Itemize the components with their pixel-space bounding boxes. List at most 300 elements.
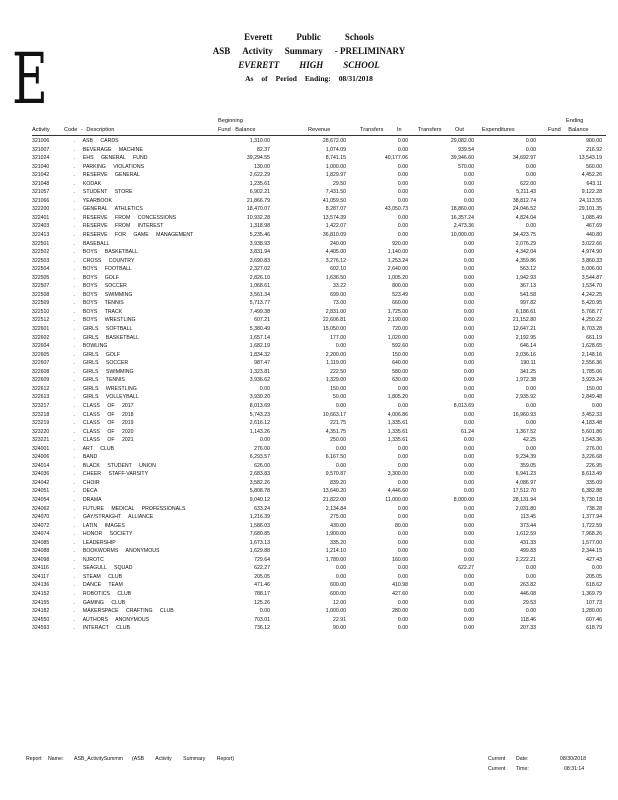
ending-fund-balance: 3,022.66 bbox=[581, 240, 602, 247]
table-row bbox=[0, 556, 618, 565]
beginning-fund-balance: 1,323.81 bbox=[249, 368, 270, 375]
expenditures: 622.00 bbox=[520, 180, 536, 187]
ending-fund-balance: 5,730.18 bbox=[581, 496, 602, 503]
transfers-out: 0.00 bbox=[463, 189, 474, 196]
ending-fund-balance: 29,101.35 bbox=[578, 206, 602, 213]
expenditures: 446.08 bbox=[520, 590, 536, 597]
revenue: 21,822.00 bbox=[322, 496, 346, 503]
activity-description: . AUTHORS ANONYMOUS bbox=[74, 616, 150, 623]
activity-description: . BOYS TRACK bbox=[74, 308, 123, 315]
expenditures: 118.46 bbox=[520, 616, 536, 623]
column-headers bbox=[0, 113, 618, 135]
activity-code: 324116 bbox=[32, 565, 49, 572]
ending-fund-balance: 643.11 bbox=[586, 180, 602, 187]
activity-code: 324072 bbox=[32, 522, 50, 529]
revenue: 73.00 bbox=[333, 300, 346, 307]
revenue: 2,831.00 bbox=[325, 308, 346, 315]
activity-code: 324098 bbox=[32, 556, 50, 563]
revenue: 12.00 bbox=[333, 599, 346, 606]
revenue: 335.20 bbox=[330, 539, 346, 546]
transfers-in: 4,006.86 bbox=[387, 411, 408, 418]
transfers-out: 0.00 bbox=[463, 505, 474, 512]
footer-current-label: Current bbox=[488, 756, 506, 762]
expenditures: 38,812.74 bbox=[512, 197, 536, 204]
table-row bbox=[0, 573, 618, 582]
ending-fund-balance: 618.62 bbox=[586, 582, 602, 589]
table-row bbox=[0, 547, 618, 556]
transfers-out: 0.00 bbox=[463, 308, 474, 315]
expenditures: 6,186.61 bbox=[515, 308, 536, 315]
expenditures: 1,367.52 bbox=[515, 428, 536, 435]
beginning-fund-balance: 1,586.03 bbox=[249, 522, 270, 529]
transfers-out: 0.00 bbox=[463, 625, 474, 632]
expenditures: 113.45 bbox=[520, 514, 536, 521]
ending-fund-balance: 1,722.59 bbox=[581, 522, 602, 529]
table-row bbox=[0, 137, 618, 146]
beginning-fund-balance: 471.46 bbox=[254, 582, 270, 589]
transfers-in: 1,725.00 bbox=[387, 308, 408, 315]
expenditures: 0.00 bbox=[525, 223, 536, 230]
activity-code: 322608 bbox=[32, 368, 50, 375]
table-row bbox=[0, 402, 618, 411]
transfers-in: 800.00 bbox=[392, 283, 408, 290]
transfers-in: 2,190.00 bbox=[387, 317, 408, 324]
ending-fund-balance: 4,250.22 bbox=[581, 317, 602, 324]
activity-description: . RESERVE FROM CONCESSIONS bbox=[74, 214, 177, 221]
transfers-in: 592.60 bbox=[392, 343, 408, 350]
beginning-fund-balance: 205.05 bbox=[254, 573, 270, 580]
table-row bbox=[0, 479, 618, 488]
expenditures: 9,234.39 bbox=[515, 454, 536, 461]
revenue: 275.00 bbox=[330, 514, 346, 521]
revenue: 839.20 bbox=[330, 479, 346, 486]
activity-description: . GIRLS SOFTBALL bbox=[74, 326, 133, 333]
activity-description: . BOYS SWIMMING bbox=[74, 291, 133, 298]
revenue: 4,351.75 bbox=[325, 428, 346, 435]
transfers-in: 720.00 bbox=[392, 326, 408, 333]
table-row bbox=[0, 522, 618, 531]
ending-fund-balance: 2,148.16 bbox=[581, 351, 602, 358]
beginning-fund-balance: 1,216.39 bbox=[249, 514, 270, 521]
expenditures: 0.00 bbox=[525, 138, 536, 144]
transfers-out: 0.00 bbox=[463, 548, 474, 555]
beginning-fund-balance: 6,293.57 bbox=[249, 454, 270, 461]
activity-description: . LATIN IMAGES bbox=[74, 522, 125, 529]
table-row bbox=[0, 171, 618, 180]
table-row bbox=[0, 308, 618, 317]
table-row bbox=[0, 359, 618, 368]
col-revenue: Revenue bbox=[308, 127, 331, 133]
ending-fund-balance: 1,577.00 bbox=[581, 539, 602, 546]
revenue: 13,640.20 bbox=[322, 488, 346, 495]
activity-code: 324550 bbox=[32, 616, 50, 623]
transfers-out: 0.00 bbox=[463, 590, 474, 597]
beginning-fund-balance: 1,310.00 bbox=[249, 138, 270, 144]
activity-code: 324062 bbox=[32, 505, 50, 512]
beginning-fund-balance: 1,235.61 bbox=[249, 180, 270, 187]
transfers-out: 0.00 bbox=[463, 599, 474, 606]
revenue: 41,059.50 bbox=[322, 197, 346, 204]
activity-description: . BOWLING bbox=[74, 343, 108, 350]
activity-code: 322502 bbox=[32, 249, 50, 256]
activity-description: . BASEBALL bbox=[74, 240, 110, 247]
ending-fund-balance: 2,849.48 bbox=[581, 394, 602, 401]
expenditures: 0.00 bbox=[525, 172, 536, 179]
footer-report-label: Report bbox=[26, 756, 42, 762]
report-header-school: EVERETT HIGH SCHOOL bbox=[238, 60, 380, 70]
activity-description: . GIRLS WRESTLING bbox=[74, 385, 137, 392]
activity-description: . GIRLS GOLF bbox=[74, 351, 121, 358]
col-ending: Ending bbox=[566, 118, 584, 124]
ending-fund-balance: 1,785.06 bbox=[581, 368, 602, 375]
transfers-in: 580.00 bbox=[392, 368, 408, 375]
expenditures: 2,935.92 bbox=[515, 394, 536, 401]
activity-code: 322613 bbox=[32, 394, 50, 401]
revenue: 29.50 bbox=[333, 180, 346, 187]
beginning-fund-balance: 703.01 bbox=[254, 616, 270, 623]
activity-description: . CLASS OF 2021 bbox=[74, 437, 134, 444]
table-row bbox=[0, 513, 618, 522]
beginning-fund-balance: 3,936.62 bbox=[249, 377, 270, 384]
transfers-in: 0.00 bbox=[397, 573, 408, 580]
table-row bbox=[0, 411, 618, 420]
table-row bbox=[0, 607, 618, 616]
expenditures: 4,824.04 bbox=[515, 214, 536, 221]
expenditures: 367.13 bbox=[520, 283, 536, 290]
activity-code: 324593 bbox=[32, 625, 50, 632]
transfers-out: 0.00 bbox=[463, 343, 474, 350]
transfers-in: 0.00 bbox=[397, 505, 408, 512]
ending-fund-balance: 8,613.49 bbox=[581, 471, 602, 478]
revenue: 1,214.10 bbox=[325, 548, 346, 555]
table-row bbox=[0, 590, 618, 599]
activity-code: 322607 bbox=[32, 360, 50, 367]
col-activity: Activity bbox=[32, 127, 50, 133]
activity-code: 322501 bbox=[32, 240, 50, 247]
transfers-out: 0.00 bbox=[463, 462, 474, 469]
revenue: 8,287.07 bbox=[325, 206, 346, 213]
activity-description: . YEARBOOK bbox=[74, 197, 112, 204]
ending-fund-balance: 3,544.87 bbox=[581, 274, 602, 281]
transfers-out: 0.00 bbox=[463, 531, 474, 538]
ending-fund-balance: 1,085.49 bbox=[581, 214, 602, 221]
table-row bbox=[0, 505, 618, 514]
expenditures: 359.05 bbox=[520, 462, 536, 469]
activity-description: . GIRLS BASKETBALL bbox=[74, 334, 140, 341]
expenditures: 2,192.95 bbox=[515, 334, 536, 341]
beginning-fund-balance: 82.37 bbox=[257, 146, 270, 153]
activity-code: 323221 bbox=[32, 437, 50, 444]
expenditures: 4,359.86 bbox=[515, 257, 536, 264]
activity-code: 322507 bbox=[32, 283, 50, 290]
expenditures: 2,222.21 bbox=[515, 556, 536, 563]
header-rule bbox=[32, 135, 606, 136]
transfers-out: 570.00 bbox=[458, 163, 474, 170]
beginning-fund-balance: 1,657.14 bbox=[249, 334, 270, 341]
revenue: 15,050.00 bbox=[322, 326, 346, 333]
expenditures: 1,942.93 bbox=[515, 274, 536, 281]
ending-fund-balance: 738.28 bbox=[586, 505, 602, 512]
ending-fund-balance: 5,420.95 bbox=[581, 300, 602, 307]
activity-code: 322512 bbox=[32, 317, 50, 324]
expenditures: 0.00 bbox=[525, 445, 536, 452]
beginning-fund-balance: 9,040.12 bbox=[249, 496, 270, 503]
ending-fund-balance: 1,543.36 bbox=[581, 437, 602, 444]
col-expenditures: Expenditures bbox=[482, 127, 515, 133]
transfers-out: 0.00 bbox=[463, 479, 474, 486]
activity-code: 324182 bbox=[32, 608, 50, 615]
expenditures: 6,941.23 bbox=[515, 471, 536, 478]
activity-description: . RESERVE FOR GAME MANAGEMENT bbox=[74, 232, 194, 239]
activity-description: . ASB CARDS bbox=[74, 138, 119, 144]
activity-description: . GAY/STRAIGHT ALLIANCE bbox=[74, 514, 154, 521]
table-row bbox=[0, 257, 618, 266]
beginning-fund-balance: 21,866.79 bbox=[246, 197, 270, 204]
transfers-out: 0.00 bbox=[463, 385, 474, 392]
ending-fund-balance: 226.95 bbox=[586, 462, 602, 469]
transfers-out: 0.00 bbox=[463, 283, 474, 290]
transfers-in: 920.00 bbox=[392, 240, 408, 247]
activity-description: . CLASS OF 2020 bbox=[74, 428, 134, 435]
table-row bbox=[0, 299, 618, 308]
beginning-fund-balance: 3,930.20 bbox=[249, 394, 270, 401]
ending-fund-balance: 1,280.00 bbox=[581, 608, 602, 615]
expenditures: 34,692.97 bbox=[512, 155, 536, 162]
transfers-out: 8,000.00 bbox=[453, 496, 474, 503]
ending-fund-balance: 107.73 bbox=[586, 599, 602, 606]
activity-code: 322200 bbox=[32, 206, 50, 213]
activity-code: 324085 bbox=[32, 539, 50, 546]
expenditures: 12,647.21 bbox=[512, 326, 536, 333]
table-row bbox=[0, 265, 618, 274]
table-row bbox=[0, 487, 618, 496]
transfers-out: 0.00 bbox=[463, 514, 474, 521]
transfers-out: 0.00 bbox=[463, 360, 474, 367]
expenditures: 29.53 bbox=[523, 599, 536, 606]
ending-fund-balance: 427.43 bbox=[586, 556, 602, 563]
activity-description: . STUDENT STORE bbox=[74, 189, 133, 196]
revenue: 1,829.97 bbox=[325, 172, 346, 179]
expenditures: 17,512.70 bbox=[512, 488, 536, 495]
activity-code: 321057 bbox=[32, 189, 50, 196]
transfers-out: 0.00 bbox=[463, 266, 474, 273]
ending-fund-balance: 4,242.25 bbox=[581, 291, 602, 298]
activity-code: 322509 bbox=[32, 300, 50, 307]
ending-fund-balance: 3,860.33 bbox=[581, 257, 602, 264]
transfers-in: 427.60 bbox=[392, 590, 408, 597]
transfers-in: 1,805.20 bbox=[387, 394, 408, 401]
activity-code: 324006 bbox=[32, 454, 50, 461]
ending-fund-balance: 607.46 bbox=[586, 616, 602, 623]
transfers-in: 0.00 bbox=[397, 462, 408, 469]
expenditures: 373.44 bbox=[520, 522, 536, 529]
table-row bbox=[0, 368, 618, 377]
ending-fund-balance: 618.79 bbox=[586, 625, 602, 632]
revenue: 3,276.12 bbox=[325, 257, 346, 264]
activity-code: 322601 bbox=[32, 326, 50, 333]
activity-code: 321066 bbox=[32, 197, 50, 204]
beginning-fund-balance: 5,235.46 bbox=[249, 232, 270, 239]
activity-description: . CLASS OF 2018 bbox=[74, 411, 134, 418]
transfers-in: 0.00 bbox=[397, 138, 408, 144]
transfers-out: 0.00 bbox=[463, 573, 474, 580]
transfers-in: 1,335.61 bbox=[387, 420, 408, 427]
activity-code: 322609 bbox=[32, 377, 50, 384]
activity-description: . MAKERSPACE CRAFTING CLUB bbox=[74, 608, 174, 615]
expenditures: 4,342.04 bbox=[515, 249, 536, 256]
revenue: 600.00 bbox=[330, 582, 346, 589]
activity-code: 322505 bbox=[32, 274, 50, 281]
revenue: 0.00 bbox=[335, 445, 346, 452]
beginning-fund-balance: 8,013.69 bbox=[249, 402, 270, 409]
revenue: 9,570.87 bbox=[325, 471, 346, 478]
revenue: 33.22 bbox=[333, 283, 346, 290]
revenue: 50.00 bbox=[333, 394, 346, 401]
activity-description: . RESERVE FROM INTEREST bbox=[74, 223, 164, 230]
beginning-fund-balance: 5,380.49 bbox=[249, 326, 270, 333]
table-row bbox=[0, 419, 618, 428]
activity-description: . ART CLUB bbox=[74, 445, 115, 452]
transfers-in: 4,446.60 bbox=[387, 488, 408, 495]
transfers-in: 0.00 bbox=[397, 531, 408, 538]
revenue: 1,422.07 bbox=[325, 223, 346, 230]
revenue: 0.00 bbox=[335, 573, 346, 580]
revenue: 430.00 bbox=[330, 522, 346, 529]
transfers-out: 0.00 bbox=[463, 257, 474, 264]
expenditures: 0.00 bbox=[525, 565, 536, 572]
ending-fund-balance: 335.09 bbox=[586, 479, 602, 486]
transfers-out: 10,000.00 bbox=[450, 232, 474, 239]
expenditures: 431.33 bbox=[520, 539, 536, 546]
expenditures: 0.00 bbox=[525, 385, 536, 392]
expenditures: 0.00 bbox=[525, 573, 536, 580]
revenue: 1,119.00 bbox=[326, 360, 346, 367]
transfers-in: 1,253.24 bbox=[387, 257, 408, 264]
revenue: 2,200.00 bbox=[325, 351, 346, 358]
transfers-in: 3,300.00 bbox=[387, 471, 408, 478]
beginning-fund-balance: 39,294.55 bbox=[246, 155, 270, 162]
revenue: 221.75 bbox=[330, 420, 346, 427]
transfers-in: 0.00 bbox=[397, 402, 408, 409]
col-transfers-in: Transfers In bbox=[360, 127, 402, 133]
ending-fund-balance: 276.00 bbox=[586, 445, 602, 452]
activity-code: 324014 bbox=[32, 462, 50, 469]
transfers-out: 0.00 bbox=[463, 616, 474, 623]
ending-fund-balance: 1,369.79 bbox=[581, 590, 602, 597]
col-beginning-fund-balance: Fund Balance bbox=[218, 127, 256, 133]
transfers-in: 0.00 bbox=[397, 180, 408, 187]
table-row bbox=[0, 248, 618, 257]
ending-fund-balance: 4,452.26 bbox=[581, 172, 602, 179]
transfers-in: 80.00 bbox=[395, 522, 408, 529]
expenditures: 0.00 bbox=[525, 163, 536, 170]
revenue: 0.00 bbox=[335, 462, 346, 469]
revenue: 10,663.17 bbox=[322, 411, 346, 418]
transfers-out: 0.00 bbox=[463, 197, 474, 204]
activity-code: 321024 bbox=[32, 155, 50, 162]
table-row bbox=[0, 240, 618, 249]
table-row bbox=[0, 231, 618, 240]
table-row bbox=[0, 599, 618, 608]
transfers-in: 0.00 bbox=[397, 548, 408, 555]
ending-fund-balance: 3,923.24 bbox=[581, 377, 602, 384]
transfers-in: 0.00 bbox=[397, 479, 408, 486]
activity-code: 321007 bbox=[32, 146, 50, 153]
beginning-fund-balance: 1,318.98 bbox=[249, 223, 270, 230]
revenue: 1,780.00 bbox=[325, 556, 346, 563]
activity-description: . BAND bbox=[74, 454, 98, 461]
transfers-out: 0.00 bbox=[463, 334, 474, 341]
ending-fund-balance: 0.00 bbox=[591, 402, 602, 409]
revenue: 2,134.84 bbox=[325, 505, 346, 512]
beginning-fund-balance: 607.21 bbox=[254, 317, 270, 324]
transfers-in: 2,640.00 bbox=[387, 266, 408, 273]
transfers-out: 0.00 bbox=[463, 326, 474, 333]
transfers-in: 0.00 bbox=[397, 172, 408, 179]
revenue: 177.00 bbox=[330, 334, 346, 341]
beginning-fund-balance: 3,561.34 bbox=[249, 291, 270, 298]
activity-description: . EHS GENERAL FUND bbox=[74, 155, 148, 162]
transfers-out: 0.00 bbox=[463, 522, 474, 529]
activity-code: 322403 bbox=[32, 223, 50, 230]
revenue: 8,741.15 bbox=[325, 155, 346, 162]
activity-description: . GAMING CLUB bbox=[74, 599, 126, 606]
table-row bbox=[0, 291, 618, 300]
table-row bbox=[0, 393, 618, 402]
ending-fund-balance: 5,006.00 bbox=[581, 266, 602, 273]
report-header-title: ASB Activity Summary - PRELIMINARY bbox=[212, 46, 406, 56]
transfers-out: 0.00 bbox=[463, 437, 474, 444]
footer-name-label: Name: bbox=[48, 756, 64, 762]
activity-description: . GIRLS VOLLEYBALL bbox=[74, 394, 139, 401]
transfers-in: 0.00 bbox=[397, 197, 408, 204]
table-row bbox=[0, 376, 618, 385]
transfers-in: 1,020.00 bbox=[387, 334, 408, 341]
footer-date-value: 08/30/2018 bbox=[560, 756, 586, 762]
beginning-fund-balance: 18,470.07 bbox=[246, 206, 270, 213]
transfers-in: 150.00 bbox=[392, 351, 408, 358]
transfers-in: 0.00 bbox=[397, 454, 408, 461]
ending-fund-balance: 2,344.15 bbox=[581, 548, 602, 555]
beginning-fund-balance: 1,834.32 bbox=[249, 351, 270, 358]
expenditures: 646.14 bbox=[520, 343, 536, 350]
ending-fund-balance: 150.00 bbox=[586, 385, 602, 392]
activity-description: . DECA bbox=[74, 488, 98, 495]
transfers-in: 0.00 bbox=[397, 385, 408, 392]
ending-fund-balance: 1,377.94 bbox=[581, 514, 602, 521]
beginning-fund-balance: 1,629.88 bbox=[249, 548, 270, 555]
ending-fund-balance: 6,382.88 bbox=[581, 488, 602, 495]
transfers-out: 0.00 bbox=[463, 377, 474, 384]
transfers-out: 18,860.00 bbox=[450, 206, 474, 213]
transfers-in: 1,335.61 bbox=[387, 428, 408, 435]
activity-description: . FUTURE MEDICAL PROFESSIONALS bbox=[74, 505, 186, 512]
ending-fund-balance: 2,556.36 bbox=[581, 360, 602, 367]
activity-code: 322510 bbox=[32, 308, 50, 315]
transfers-out: 0.00 bbox=[463, 582, 474, 589]
table-row bbox=[0, 539, 618, 548]
transfers-out: 0.00 bbox=[463, 394, 474, 401]
transfers-in: 43,050.73 bbox=[384, 206, 408, 213]
expenditures: 0.00 bbox=[525, 146, 536, 153]
footer-date-label: Date: bbox=[516, 756, 529, 762]
expenditures: 1,972.38 bbox=[515, 377, 536, 384]
activity-code: 324054 bbox=[32, 496, 50, 503]
activity-code: 324088 bbox=[32, 548, 50, 555]
transfers-in: 0.00 bbox=[397, 599, 408, 606]
revenue: 1,000.00 bbox=[325, 163, 346, 170]
beginning-fund-balance: 622.27 bbox=[254, 565, 270, 572]
